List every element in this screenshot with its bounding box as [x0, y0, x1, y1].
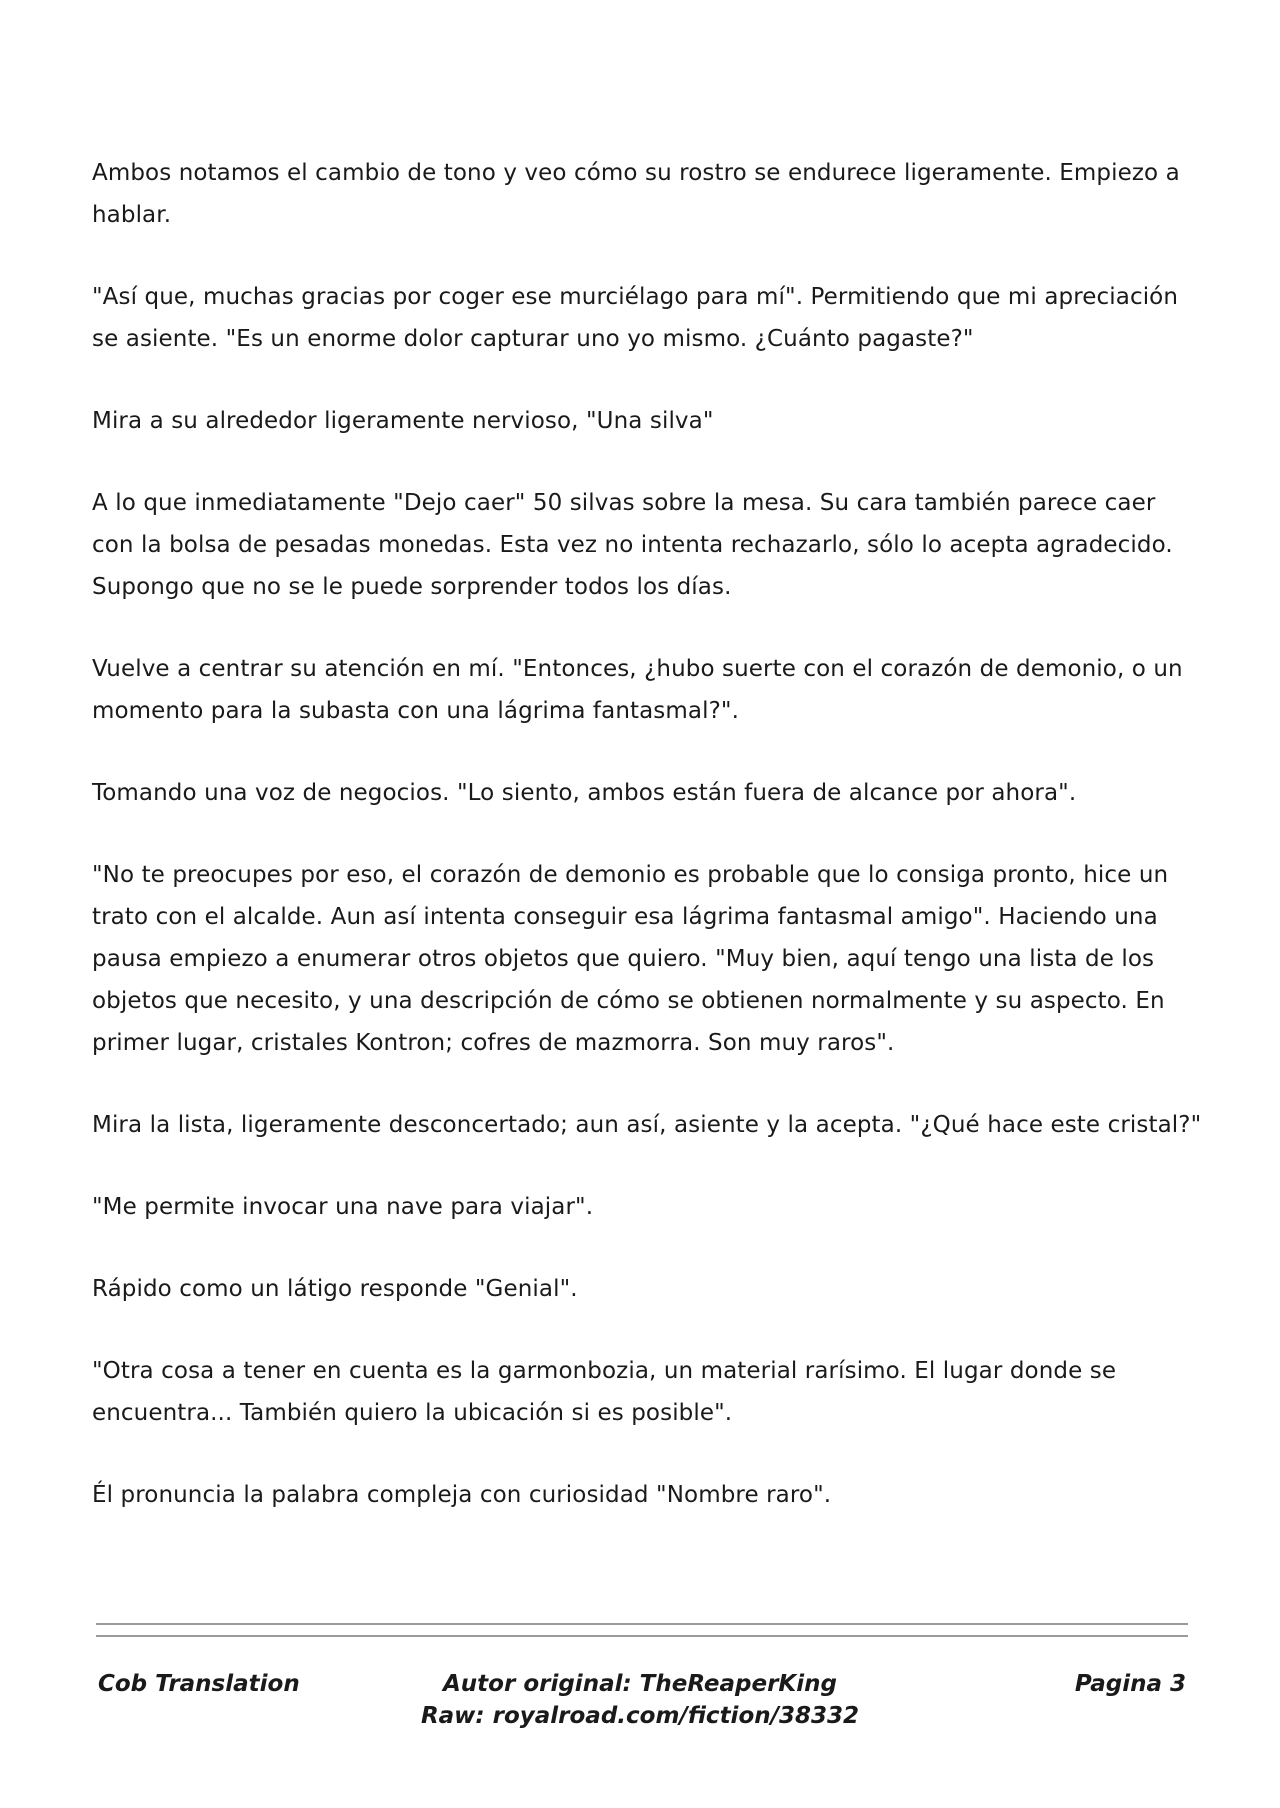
paragraph: "No te preocupes por eso, el corazón de demonio es probable que lo consiga pronto, hice un trato con el alcalde. Aun así intenta conseguir esa lágrima fantasmal amigo". Haciendo una pausa empiezo a enumerar otros objetos que quiero. "Muy bien, aquí tengo una lista de los objetos que necesito, y una descripción de cómo se obtienen normalmente y su aspecto. En primer lugar, cristales Kontron; cofres de mazmorra. Son muy raros". — [92, 862, 1169, 1056]
footer-divider-top — [96, 1623, 1188, 1625]
paragraph: "Otra cosa a tener en cuenta es la garmonbozia, un material rarísimo. El lugar donde se encuentra... También quiero la ubicación si es posible". — [92, 1358, 1117, 1426]
footer-divider-bottom — [96, 1635, 1188, 1637]
footer-translator: Cob Translation — [98, 1671, 300, 1697]
paragraph: Él pronuncia la palabra compleja con curiosidad "Nombre raro". — [92, 1482, 832, 1508]
paragraph: "Me permite invocar una nave para viajar". — [92, 1194, 594, 1220]
footer-credits — [390, 1668, 890, 1732]
paragraph: A lo que inmediatamente "Dejo caer" 50 silvas sobre la mesa. Su cara también parece caer con la bolsa de pesadas monedas. Esta vez no intenta rechazarlo, sólo lo acepta agradecido. Supongo que no se le puede sorprender todos los días. — [92, 490, 1173, 600]
paragraph: Tomando una voz de negocios. "Lo siento, ambos están fuera de alcance por ahora". — [92, 780, 1077, 806]
paragraph: Mira la lista, ligeramente desconcertado; aun así, asiente y la acepta. "¿Qué hace este cristal?" — [92, 1112, 1202, 1138]
paragraph: Ambos notamos el cambio de tono y veo cómo su rostro se endurece ligeramente. Empiezo a hablar. — [92, 160, 1180, 228]
paragraph: Vuelve a centrar su atención en mí. "Entonces, ¿hubo suerte con el corazón de demonio, o un momento para la subasta con una lágrima fantasmal?". — [92, 656, 1183, 724]
paragraph: Mira a su alrededor ligeramente nervioso, "Una silva" — [92, 408, 714, 434]
footer-original-author: Autor original: TheReaperKing — [443, 1671, 837, 1697]
footer-page-number: Pagina 3 — [1074, 1671, 1186, 1697]
paragraph: Rápido como un látigo responde "Genial". — [92, 1276, 578, 1302]
paragraph: "Así que, muchas gracias por coger ese murciélago para mí". Permitiendo que mi apreciación se asiente. "Es un enorme dolor capturar uno yo mismo. ¿Cuánto pagaste?" — [92, 284, 1179, 352]
body-text — [92, 152, 1202, 1556]
footer-raw-source: Raw: royalroad.com/fiction/38332 — [420, 1703, 860, 1729]
